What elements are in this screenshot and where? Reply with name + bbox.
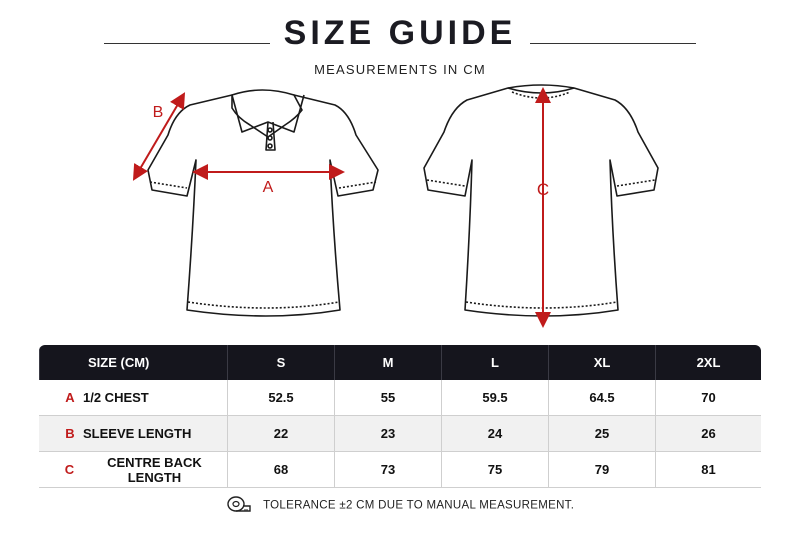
table-row: [39, 380, 761, 416]
row-name: 1/2 CHEST: [83, 390, 149, 405]
front-shirt: [148, 90, 378, 316]
back-shirt: [424, 85, 658, 316]
table-cell: 64.5: [548, 380, 655, 415]
header-size-label: SIZE (CM): [39, 345, 227, 380]
table-cell: 70: [655, 380, 761, 415]
table-cell: 73: [334, 452, 441, 487]
row-key: A: [65, 390, 75, 405]
table-cell: 75: [441, 452, 548, 487]
row-key: B: [65, 426, 75, 441]
row-key: C: [64, 462, 75, 477]
table-cell: 79: [548, 452, 655, 487]
measure-label-c: C: [536, 180, 550, 199]
size-table: [39, 345, 761, 488]
measuring-tape-icon: [226, 494, 252, 517]
tolerance-note: [0, 494, 800, 517]
header-size-2xl: 2XL: [655, 345, 761, 380]
header-size-xl: XL: [548, 345, 655, 380]
tolerance-text: TOLERANCE ±2 CM DUE TO MANUAL MEASUREMENT.: [263, 499, 575, 512]
table-cell: 59.5: [441, 380, 548, 415]
measure-label-a: A: [262, 179, 274, 196]
table-cell: 23: [334, 416, 441, 451]
header-size-s: S: [227, 345, 334, 380]
row-label: [39, 380, 227, 415]
row-name: CENTRE BACK LENGTH: [107, 454, 202, 485]
header-size-m: M: [334, 345, 441, 380]
table-cell: 24: [441, 416, 548, 451]
table-header-row: [39, 345, 761, 380]
table-cell: 22: [227, 416, 334, 451]
row-label: [39, 452, 227, 487]
table-cell: 25: [548, 416, 655, 451]
table-cell: 81: [655, 452, 761, 487]
row-name: SLEEVE LENGTH: [83, 426, 192, 441]
row-label: [39, 416, 227, 451]
page-title: SIZE GUIDE: [283, 14, 517, 52]
table-cell: 52.5: [227, 380, 334, 415]
table-cell: 26: [655, 416, 761, 451]
table-row: [39, 416, 761, 452]
table-cell: 68: [227, 452, 334, 487]
measure-label-b: B: [152, 104, 164, 121]
table-cell: 55: [334, 380, 441, 415]
header-size-l: L: [441, 345, 548, 380]
table-row: [39, 452, 761, 488]
page-subtitle: MEASUREMENTS IN CM: [314, 62, 486, 77]
